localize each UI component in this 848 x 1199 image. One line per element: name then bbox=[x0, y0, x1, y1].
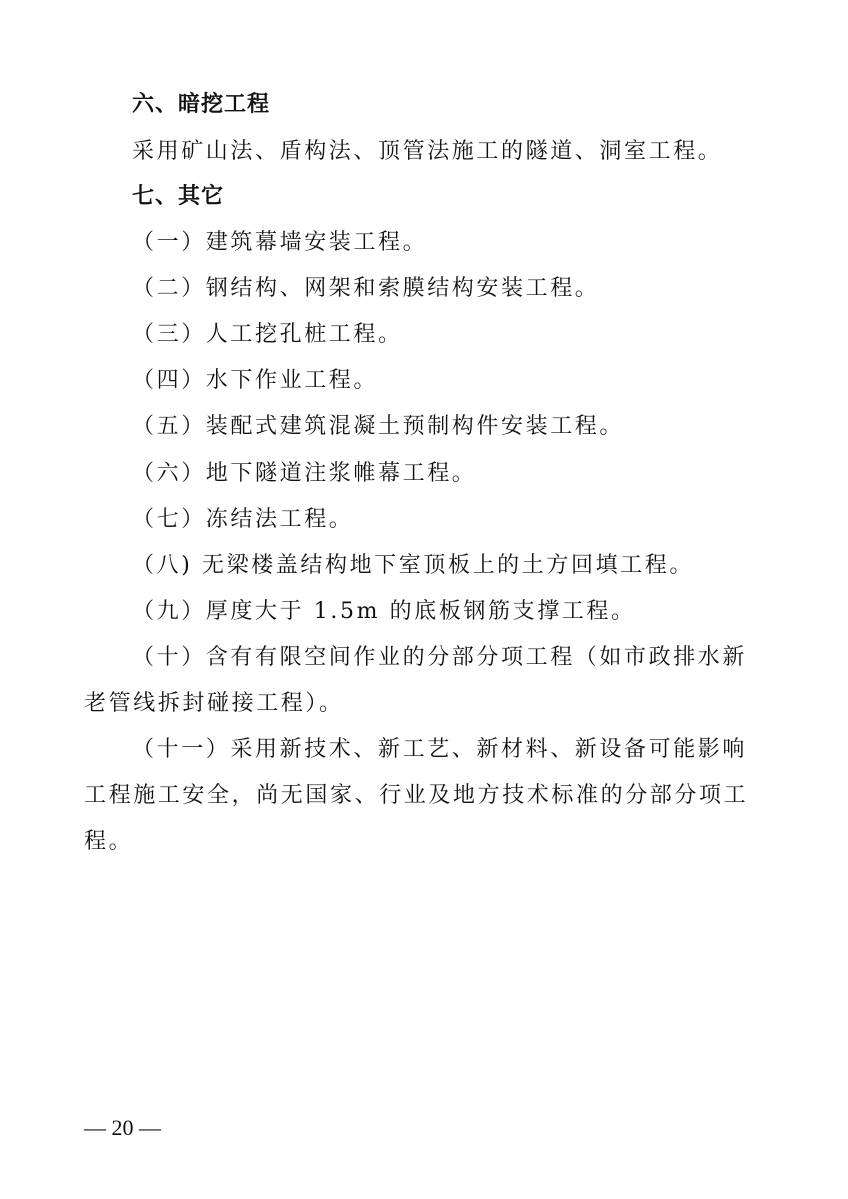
list-item-10-line-2: 老管线拆封碰接工程）。 bbox=[84, 691, 344, 716]
section-7-heading: 七、其它 bbox=[132, 184, 225, 209]
list-item: （一）建筑幕墙安装工程。 bbox=[132, 230, 428, 255]
list-item: （三）人工挖孔桩工程。 bbox=[132, 322, 403, 347]
list-item: （八) 无梁楼盖结构地下室顶板上的土方回填工程。 bbox=[132, 553, 694, 578]
list-item-10-line-1: （十）含有有限空间作业的分部分项工程（如市政排水新 bbox=[132, 645, 748, 670]
list-item: （二）钢结构、网架和索膜结构安装工程。 bbox=[132, 276, 600, 301]
page-number: — 20 — bbox=[84, 1115, 161, 1140]
list-item: （六）地下隧道注浆帷幕工程。 bbox=[132, 461, 477, 486]
section-6-body: 采用矿山法、盾构法、顶管法施工的隧道、洞室工程。 bbox=[132, 139, 723, 164]
list-item-11-line-2: 工程施工安全，尚无国家、行业及地方技术标准的分部分项工 bbox=[84, 783, 749, 808]
list-item: （四）水下作业工程。 bbox=[132, 368, 379, 393]
list-item: （九）厚度大于 1.5m 的底板钢筋支撑工程。 bbox=[132, 599, 636, 624]
section-6-heading: 六、暗挖工程 bbox=[132, 92, 271, 117]
list-item: （七）冻结法工程。 bbox=[132, 507, 354, 532]
list-item-11-line-3: 程。 bbox=[84, 829, 134, 854]
list-item-11-line-1: （十一）采用新技术、新工艺、新材料、新设备可能影响 bbox=[132, 737, 748, 762]
list-item: （五）装配式建筑混凝土预制构件安装工程。 bbox=[132, 414, 625, 439]
